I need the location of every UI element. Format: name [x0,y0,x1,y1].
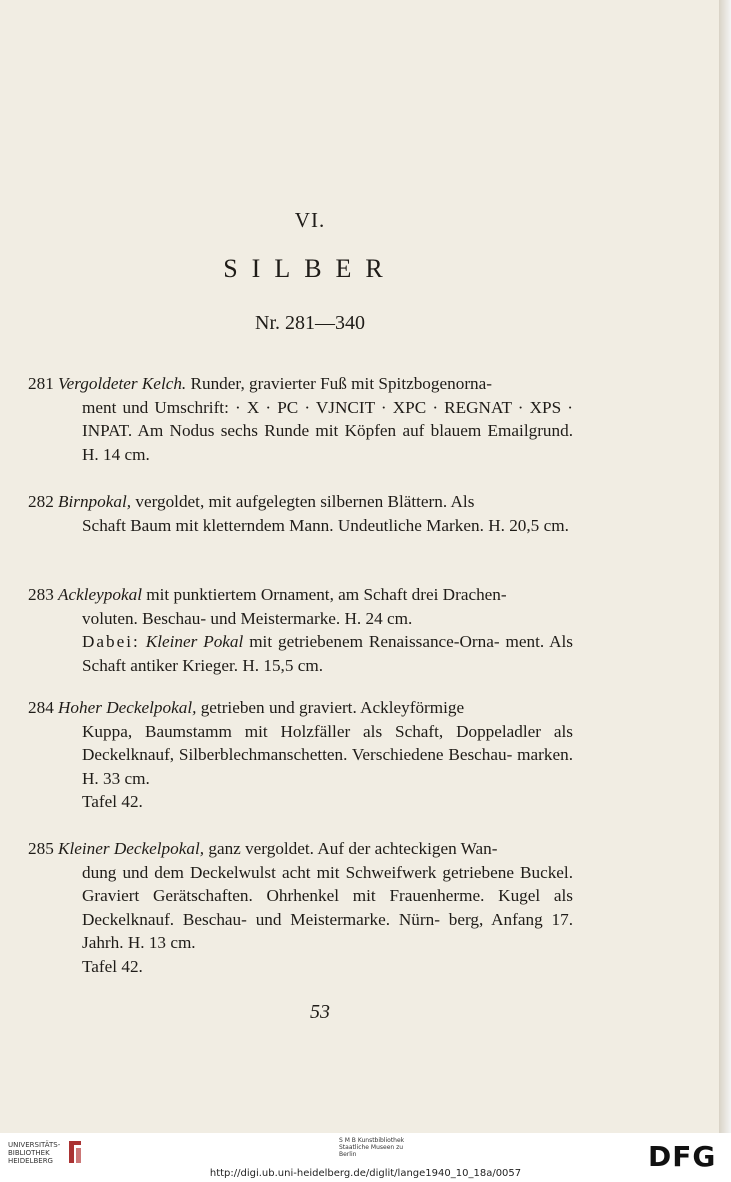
entry-description-cont: dung und dem Deckelwulst acht mit Schweifwerk getriebene Buckel. Graviert Gerätschaften. Ohrhenkel mit Frauenherme. Kugel als Deckelknauf. Beschau- und Meistermarke. Nürn- berg, Anfang 17. Jahrh. H. 13 cm. [82,862,573,952]
entry-description: ganz vergoldet. Auf der achteckigen Wan- [208,839,498,858]
entry-description: Runder, gravierter Fuß mit Spitzbogenorna- [190,374,492,393]
page-edge [719,0,731,1133]
sm-kunstbibliothek-text: S M B Kunstbibliothek Staatliche Museen zu Berlin [339,1137,405,1158]
note-label: Dabei: [82,632,140,651]
catalog-entry [28,837,573,978]
entry-description: vergoldet, mit aufgelegten silbernen Blättern. Als [135,492,475,511]
entry-description-cont: Schaft Baum mit kletterndem Mann. Undeutliche Marken. H. 20,5 cm. [82,515,569,535]
entry-note [58,630,573,677]
entry-description-cont: Kuppa, Baumstamm mit Holzfäller als Schaft, Doppeladler als Deckelknauf, Silberblechmanschetten. Verschiedene Beschau- marken. H. 33 cm. [82,721,573,788]
plate-reference: Tafel 42. [82,792,143,811]
item-range: Nr. 281—340 [255,312,365,334]
library-logo-icon [66,1139,84,1165]
catalog-entry [28,372,573,466]
entry-number: 285 [28,839,54,858]
show-through-text [40,48,600,168]
entry-title: Kleiner Deckelpokal, [58,839,205,858]
source-url[interactable]: http://digi.ub.uni-heidelberg.de/diglit/lange1940_10_18a/0057 [209,1168,522,1179]
note-title: Kleiner Pokal [145,632,244,651]
section-title: SILBER [223,254,397,283]
entry-description: getrieben und graviert. Ackleyförmige [200,698,465,717]
entry-number: 282 [28,492,54,511]
entry-number: 281 [28,374,54,393]
entry-description: mit punktiertem Ornament, am Schaft drei Drachen- [146,585,507,604]
library-logo-text[interactable]: UNIVERSITÄTS- BIBLIOTHEK HEIDELBERG [8,1141,61,1165]
entry-title: Birnpokal, [58,492,132,511]
catalog-entry [28,583,573,677]
catalog-entry [28,696,573,814]
plate-reference: Tafel 42. [82,956,143,976]
section-number: VI. [294,208,326,232]
entry-number: 284 [28,698,54,717]
entry-title: Ackleypokal [58,585,142,604]
entry-title: Hoher Deckelpokal, [58,698,197,717]
entry-number: 283 [28,585,54,604]
entry-description-cont: voluten. Beschau- und Meistermarke. H. 24 cm. [82,608,413,628]
page-number: 53 [310,1001,330,1023]
note-text: mit getriebenem Renaissance-Orna- ment. Als Schaft antiker Krieger. H. 15,5 cm. [82,632,573,675]
entry-description-cont: ment und Umschrift: · X · PC · VJNCIT · XPC · REGNAT · XPS · INPAT. Am Nodus sechs Runde mit Köpfen auf blauem Emailgrund. H. 14 cm. [82,397,573,464]
dfg-logo: DFG [648,1140,717,1173]
catalog-entry [28,490,573,537]
viewer-footer [0,1133,731,1182]
entry-title: Vergoldeter Kelch. [58,374,187,393]
